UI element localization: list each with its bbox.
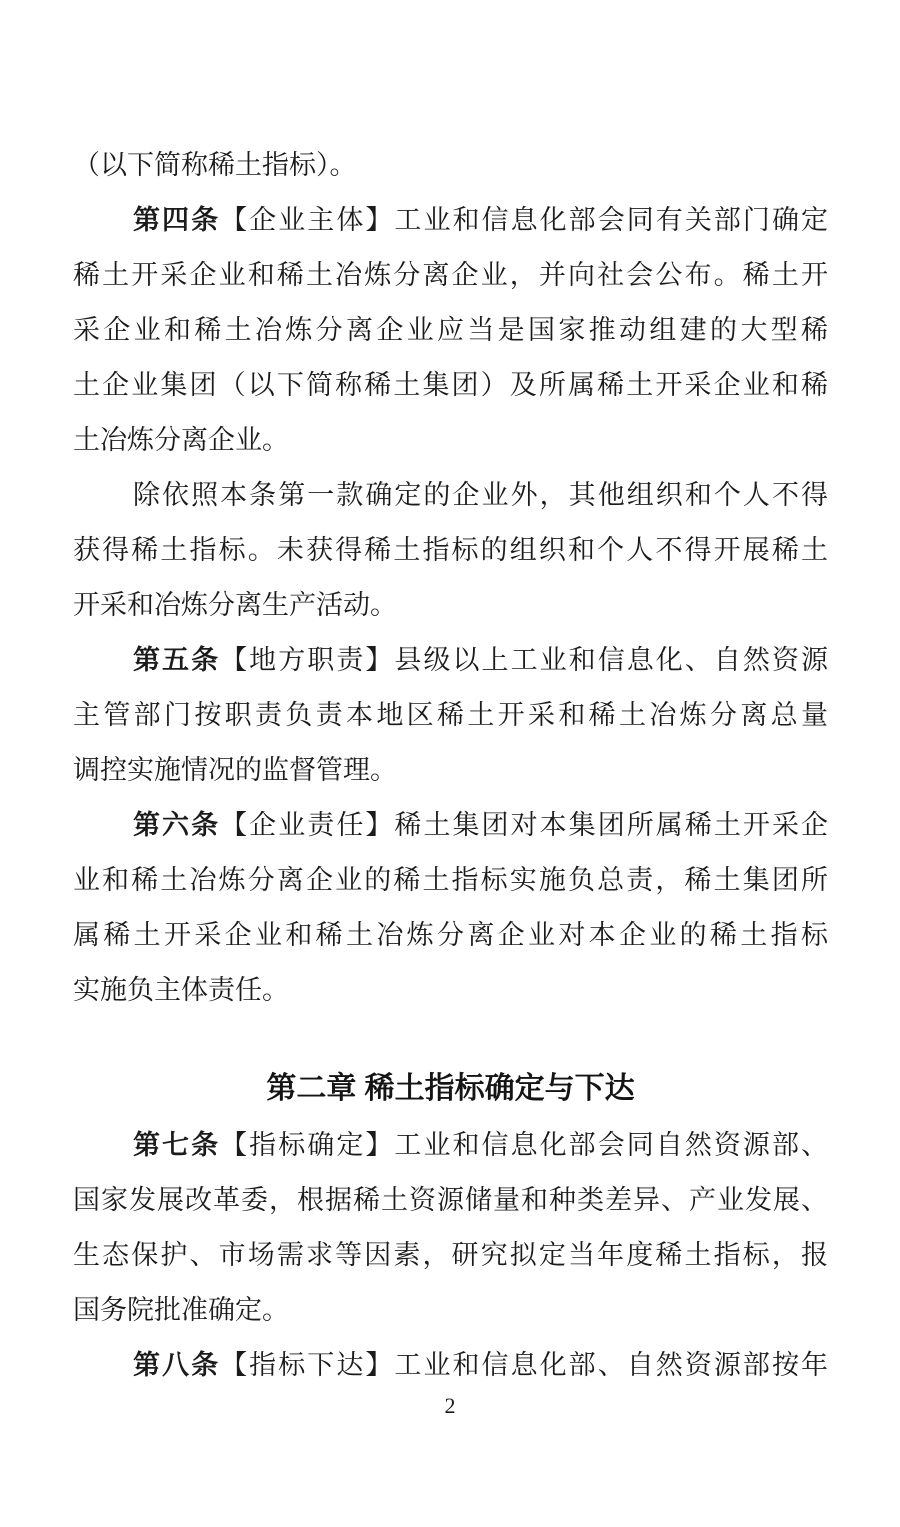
text-line: 获得稀土指标。未获得稀土指标的组织和个人不得开展稀土 [73,535,828,565]
chapter-heading: 第二章 稀土指标确定与下达 [266,1072,635,1105]
page-number: 2 [444,1393,456,1418]
text-line: 主管部门按职责负责本地区稀土开采和稀土冶炼分离总量 [73,700,828,730]
article-number: 第六条 [133,810,221,840]
article-line: 第八条【指标下达】工业和信息化部、自然资源部按年 [133,1350,829,1380]
article-line: 第七条【指标确定】工业和信息化部会同自然资源部、 [133,1130,829,1160]
text-line: 土企业集团（以下简称稀土集团）及所属稀土开采企业和稀 [73,370,828,400]
article-line: 第五条【地方职责】县级以上工业和信息化、自然资源 [133,645,829,675]
text-line: 土冶炼分离企业。 [73,425,289,455]
text-line: 国家发展改革委，根据稀土资源储量和种类差异、产业发展、 [73,1185,828,1215]
article-line: 第四条【企业主体】工业和信息化部会同有关部门确定 [133,205,829,235]
text-line: 稀土开采企业和稀土冶炼分离企业，并向社会公布。稀土开 [73,260,828,290]
article-number: 第四条 [133,205,221,235]
text-line: 业和稀土冶炼分离企业的稀土指标实施负总责，稀土集团所 [73,865,828,895]
document-body [73,138,828,1393]
text-line: 属稀土开采企业和稀土冶炼分离企业对本企业的稀土指标 [73,920,828,950]
text-line: 采企业和稀土冶炼分离企业应当是国家推动组建的大型稀 [73,315,828,345]
text-line: 除依照本条第一款确定的企业外，其他组织和个人不得 [133,480,828,510]
text-line: 生态保护、市场需求等因素，研究拟定当年度稀土指标，报 [73,1240,828,1270]
text-line: 国务院批准确定。 [73,1295,289,1325]
article-line: 第六条【企业责任】稀土集团对本集团所属稀土开采企 [133,810,829,840]
text-line: 调控实施情况的监督管理。 [73,755,397,785]
article-number: 第五条 [133,645,221,675]
text-line: 开采和冶炼分离生产活动。 [73,590,397,620]
article-number: 第七条 [133,1130,221,1160]
text-line: 实施负主体责任。 [73,975,289,1005]
text-line: （以下简称稀土指标）。 [73,150,357,180]
article-number: 第八条 [133,1350,221,1380]
